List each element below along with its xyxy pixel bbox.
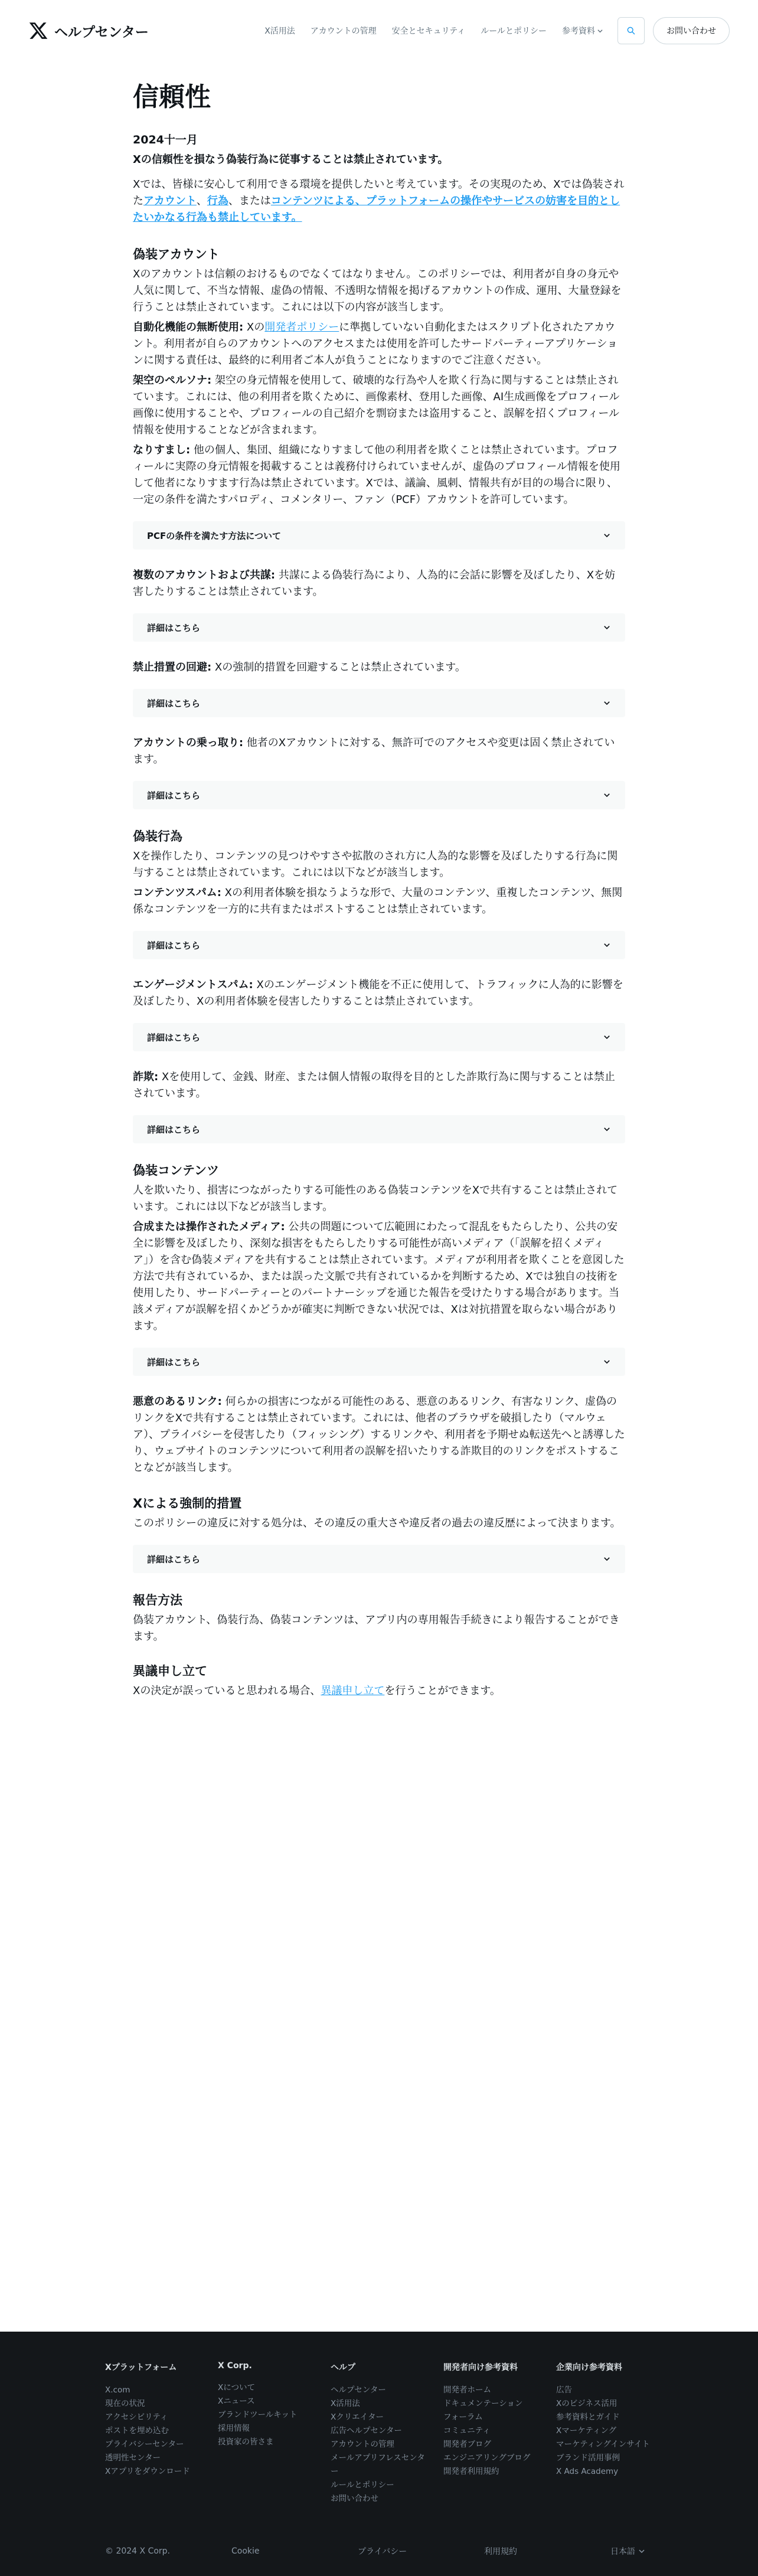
link-appeal[interactable]: 異議申し立て — [321, 1685, 385, 1697]
footer-link[interactable]: Xアプリをダウンロード — [105, 2467, 190, 2476]
footer-link[interactable]: 現在の状況 — [105, 2399, 145, 2408]
chevron-down-icon — [597, 28, 603, 34]
footer-link[interactable]: マーケティングインサイト — [556, 2440, 650, 2449]
footer-link[interactable]: Xのビジネス活用 — [556, 2399, 617, 2408]
accordion-details[interactable]: 詳細はこちら — [133, 689, 625, 717]
footer-link-cookie[interactable]: Cookie — [231, 2546, 260, 2556]
section-title-enforcement: Xによる強制的措置 — [133, 1496, 242, 1511]
footer-column-title: Xプラットフォーム — [105, 2363, 177, 2372]
footer-link[interactable]: 広告 — [556, 2385, 572, 2395]
link-fake-content[interactable]: コンテンツによる、プラットフォームの操作やサービスの妨害を目的としたいかなる行為も禁止しています。 — [133, 195, 620, 224]
footer-link[interactable]: ドキュメンテーション — [443, 2399, 523, 2408]
persona-text: 架空のペルソナ: 架空の身元情報を使用して、破壊的な行為や人を欺く行為に関与することは禁止されています。これには、他の利用者を欺くために、画像素材、登用した画像、AI生成画像をプロフィール画像に使用することや、プロフィールの自己紹介を剽窃または盗用すること、誤解を招くプロフィール情報を使用することなどが含まれます。 — [133, 374, 620, 436]
footer-link[interactable]: Xについて — [218, 2383, 255, 2392]
accordion-details[interactable]: 詳細はこちら — [133, 1348, 625, 1376]
footer-link-privacy[interactable]: プライバシー — [358, 2547, 407, 2557]
footer-link[interactable]: 透明性センター — [105, 2453, 161, 2463]
nav-item-account[interactable]: アカウントの管理 — [310, 27, 377, 36]
footer-link[interactable]: 開発者ブログ — [443, 2440, 491, 2449]
lead-text: Xの信頼性を損なう偽装行為に従事することは禁止されています。 — [133, 153, 449, 166]
chevron-down-icon — [639, 2548, 645, 2554]
footer-link-terms[interactable]: 利用規約 — [484, 2547, 517, 2557]
nav-item-resources[interactable]: 参考資料 — [554, 25, 610, 37]
malicious-links-text: 悪意のあるリンク: 何らかの損害につながる可能性のある、悪意のあるリンク、有害なリンク、虚偽のリンクをXで共有することは禁止されています。これには、他者のブラウザを破損したり（マルウェア）、プライバシーを侵害したり（フィッシング）するリンクや、利用者を予期せぬ転送先へと誘導したり、ウェブサイトのコンテンツについて利用者の誤解を招いたりする詐欺目的のリンクをポストすることなどが該当します。 — [133, 1395, 625, 1474]
content-spam-text: コンテンツスパム: Xの利用者体験を損なうような形で、大量のコンテンツ、重複したコンテンツ、無関係なコンテンツを一方的に共有またはポストすることは禁止されています。 — [133, 887, 623, 916]
footer-column-title: ヘルプ — [331, 2363, 355, 2372]
footer-link[interactable]: X.com — [105, 2385, 130, 2395]
footer-link[interactable]: 参考資料とガイド — [556, 2412, 620, 2422]
footer-column-platform — [105, 2361, 218, 2506]
footer-link[interactable]: ポストを埋め込む — [105, 2426, 169, 2436]
account-takeover-text: アカウントの乗っ取り: 他者のXアカウントに対する、無許可でのアクセスや変更は固く禁止されています。 — [133, 737, 615, 766]
article — [133, 61, 625, 1699]
chevron-down-icon — [603, 1555, 611, 1563]
impersonation-text: なりすまし: 他の個人、集団、組織になりすまして他の利用者を欺くことは禁止されています。プロフィールに実際の身元情報を掲載することは義務付けられていませんが、虚偽のプロフィール情報を使用して他者になりすます行為は禁止されています。Xでは、議論、風刺、情報共有が目的の場合に限り、一定の条件を満たすパロディ、コメンタリー、ファン（PCF）アカウントを許可しています。 — [133, 444, 620, 506]
contact-button[interactable]: お問い合わせ — [653, 17, 730, 44]
x-logo-icon — [28, 21, 48, 41]
footer-link[interactable]: アクセシビリティ — [105, 2412, 168, 2422]
accordion-details[interactable]: 詳細はこちら — [133, 1023, 625, 1051]
section-title-fake-actions: 偽装行為 — [133, 829, 182, 844]
footer-link[interactable]: エンジニアリングブログ — [443, 2453, 531, 2463]
language-selector[interactable]: 日本語 — [610, 2545, 645, 2557]
nav-item-safety[interactable]: 安全とセキュリティ — [391, 27, 466, 36]
fraud-text: 詐欺: Xを使用して、金銭、財産、または個人情報の取得を目的とした詐欺行為に関与することは禁止されています。 — [133, 1071, 615, 1100]
page-title: 信頼性 — [133, 82, 211, 112]
reporting-body: 偽装アカウント、偽装行為、偽装コンテンツは、アプリ内の専用報告手続きにより報告することができます。 — [133, 1614, 620, 1643]
enforcement-body: このポリシーの違反に対する処分は、その違反の重大さや違反者の過去の違反歴によって決まります。 — [133, 1517, 621, 1529]
chevron-down-icon — [603, 623, 611, 632]
site-header — [0, 0, 758, 61]
site-footer — [0, 2332, 758, 2576]
footer-column-title: 開発者向け参考資料 — [443, 2363, 518, 2372]
footer-link[interactable]: ブランド活用事例 — [556, 2453, 620, 2463]
footer-bottom-bar — [0, 2526, 758, 2576]
footer-column-help — [331, 2361, 443, 2506]
footer-link[interactable]: Xクリエイター — [331, 2412, 384, 2422]
chevron-down-icon — [603, 1125, 611, 1133]
footer-link[interactable]: コミュニティ — [443, 2426, 491, 2436]
footer-link[interactable]: プライバシーセンター — [105, 2440, 184, 2449]
chevron-down-icon — [603, 699, 611, 707]
footer-link[interactable]: ヘルプセンター — [331, 2385, 386, 2395]
chevron-down-icon — [603, 791, 611, 799]
publish-date: 2024十一月 — [133, 133, 198, 146]
footer-link[interactable]: お問い合わせ — [331, 2494, 378, 2503]
footer-link[interactable]: メールアプリフレスセンター — [331, 2453, 425, 2476]
footer-link[interactable]: X Ads Academy — [556, 2467, 619, 2476]
copyright: © 2024 X Corp. — [105, 2546, 171, 2556]
footer-link[interactable]: Xニュース — [218, 2397, 255, 2406]
footer-column-title: 企業向け参考資料 — [556, 2363, 622, 2372]
chevron-down-icon — [603, 941, 611, 949]
appeal-text: Xの決定が誤っていると思われる場合、異議申し立てを行うことができます。 — [133, 1685, 501, 1697]
search-icon — [626, 26, 636, 35]
footer-link[interactable]: ブランドツールキット — [218, 2410, 298, 2420]
footer-link[interactable]: 開発者ホーム — [443, 2385, 491, 2395]
fake-content-body: 人を欺いたり、損害につながったりする可能性のある偽装コンテンツをXで共有することは禁止されています。これには以下などが該当します。 — [133, 1184, 618, 1213]
footer-column-developers — [443, 2361, 556, 2506]
footer-link[interactable]: 投資家の皆さま — [218, 2437, 274, 2447]
intro-text: Xでは、皆様に安心して利用できる環境を提供したいと考えています。その実現のため、Xでは偽装されたアカウント、行為、またはコンテンツによる、プラットフォームの操作やサービスの妨害を目的としたいかなる行為も禁止しています。 — [133, 178, 625, 224]
fake-accounts-body: Xのアカウントは信頼のおけるものでなくてはなりません。このポリシーでは、利用者が自身の身元や人気に関して、不当な情報、虚偽の情報、不透明な情報を掲げるアカウントの作成、運用、大量登録を行うことは禁止されています。これには以下の内容が該当します。 — [133, 268, 622, 313]
fake-actions-body: Xを操作したり、コンテンツの見つけやすさや拡散のされ方に人為的な影響を及ぼしたりする行為に関与することは禁止されています。これには以下などが該当します。 — [133, 850, 618, 879]
footer-link[interactable]: 開発者利用規約 — [443, 2467, 499, 2476]
search-button[interactable] — [617, 17, 645, 44]
section-title-reporting: 報告方法 — [133, 1593, 182, 1607]
chevron-down-icon — [603, 1358, 611, 1366]
nav-item-rules[interactable]: ルールとポリシー — [481, 27, 547, 36]
footer-column-business — [556, 2361, 669, 2506]
engagement-spam-text: エンゲージメントスパム: Xのエンゲージメント機能を不正に使用して、トラフィックに人為的に影響を及ぼしたり、Xの利用者体験を侵害したりすることは禁止されています。 — [133, 979, 623, 1008]
section-title-appeal: 異議申し立て — [133, 1664, 207, 1678]
accordion-details[interactable]: 詳細はこちら — [133, 781, 625, 809]
link-developer-policy[interactable]: 開発者ポリシー — [264, 321, 339, 334]
accordion-details[interactable]: 詳細はこちら — [133, 613, 625, 642]
accordion-details[interactable]: 詳細はこちら — [133, 1115, 625, 1143]
footer-link[interactable]: X活用法 — [331, 2399, 360, 2408]
accordion-pcf[interactable]: PCFの条件を満たす方法について — [133, 521, 625, 550]
footer-column-corp — [218, 2361, 331, 2506]
main-nav — [257, 17, 730, 44]
footer-link[interactable]: アカウントの管理 — [331, 2440, 394, 2449]
synthetic-media-text: 合成または操作されたメディア: 公共の問題について広範囲にわたって混乱をもたらしたり、公共の安全に影響を及ぼしたり、深刻な損害をもたらしたりする可能性が高いメディア（「誤解を招くメディア」）を含む偽装メディアを共有することは禁止されています。メディアが利用者を欺くことを意図した方法で共有されているか、または誤った文脈で共有されているかを判断するため、Xでは独自の技術を使用したり、サードパーティーとのパートナーシップを通じた報告を受けたりする場合があります。当該メディアが誤解を招くかどうかが確実に判断できない状況では、Xは対抗措置を取らない場合があります。 — [133, 1221, 625, 1332]
footer-link[interactable]: ルールとポリシー — [331, 2480, 394, 2490]
chevron-down-icon — [603, 531, 611, 540]
brand-title: ヘルプセンター — [54, 24, 149, 40]
chevron-down-icon — [603, 1033, 611, 1041]
footer-link[interactable]: 広告ヘルプセンター — [331, 2426, 402, 2436]
link-fake-accounts[interactable]: アカウント — [143, 195, 197, 207]
footer-columns — [0, 2332, 758, 2506]
section-title-fake-content: 偽装コンテンツ — [133, 1163, 219, 1178]
brand[interactable] — [28, 21, 149, 41]
multi-account-text: 複数のアカウントおよび共謀: 共謀による偽装行為により、人為的に会話に影響を及ぼしたり、Xを妨害したりすることは禁止されています。 — [133, 569, 616, 598]
section-title-fake-accounts: 偽装アカウント — [133, 247, 220, 261]
footer-link[interactable]: フォーラム — [443, 2412, 483, 2422]
footer-link[interactable]: 採用情報 — [218, 2424, 250, 2433]
accordion-details[interactable]: 詳細はこちら — [133, 1545, 625, 1573]
ban-evasion-text: 禁止措置の回避: Xの強制的措置を回避することは禁止されています。 — [133, 661, 466, 674]
footer-link[interactable]: Xマーケティング — [556, 2426, 617, 2436]
accordion-details[interactable]: 詳細はこちら — [133, 931, 625, 959]
link-fake-actions[interactable]: 行為 — [207, 195, 228, 207]
nav-item-how-to-use[interactable]: X活用法 — [264, 27, 295, 36]
footer-column-title: X Corp. — [218, 2361, 252, 2371]
automation-text: 自動化機能の無断使用: Xの開発者ポリシーに準拠していない自動化またはスクリプト化されたアカウント。利用者が自らのアカウントへのアクセスまたは使用を許可したサードパーティーアプリケーションに関する責任は、最終的に利用者ご本人が負うことになりますのでご注意ください。 — [133, 321, 618, 367]
